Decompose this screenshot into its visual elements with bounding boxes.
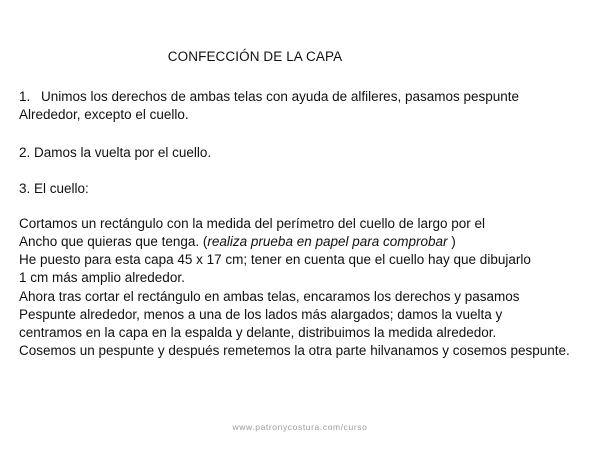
step-1-text: Unimos los derechos de ambas telas con ayuda de alfileres, pasamos pespunte	[41, 89, 520, 104]
body-line-3: He puesto para esta capa 45 x 17 cm; tener en cuenta que el cuello hay que dibujarlo	[19, 252, 531, 267]
body-line-8: Cosemos un pespunte y después remetemos la otra parte hilvanamos y cosemos pespunte.	[19, 343, 570, 358]
page-title: CONFECCIÓN DE LA CAPA	[167, 49, 343, 64]
step-1-number: 1.	[19, 89, 31, 104]
body-line-1: Cortamos un rectángulo con la medida del perímetro del cuello de largo por el	[19, 216, 486, 231]
step-1-line-2: Alrededor, excepto el cuello.	[19, 107, 189, 122]
body-line-2	[19, 233, 456, 250]
body-line-2-italic: realiza prueba en papel para comprobar	[207, 234, 448, 249]
body-line-6: Pespunte alrededor, menos a una de los lados más alargados; damos la vuelta y	[19, 307, 503, 322]
step-2: 2. Damos la vuelta por el cuello.	[19, 145, 212, 160]
body-line-4: 1 cm más amplio alrededor.	[19, 270, 185, 285]
body-line-5: Ahora tras cortar el rectángulo en ambas telas, encaramos los derechos y pasamos	[19, 289, 520, 304]
step-3: 3. El cuello:	[19, 181, 89, 196]
body-line-2-text: Ancho que quieras que tenga. (	[19, 234, 208, 249]
body-line-2-end: )	[447, 234, 456, 249]
footer-url: www.patronycostura.com/curso	[232, 422, 368, 432]
body-line-7: centramos en la capa en la espalda y delante, distribuimos la medida alrededor.	[19, 325, 497, 340]
step-1-line-1	[19, 88, 519, 105]
